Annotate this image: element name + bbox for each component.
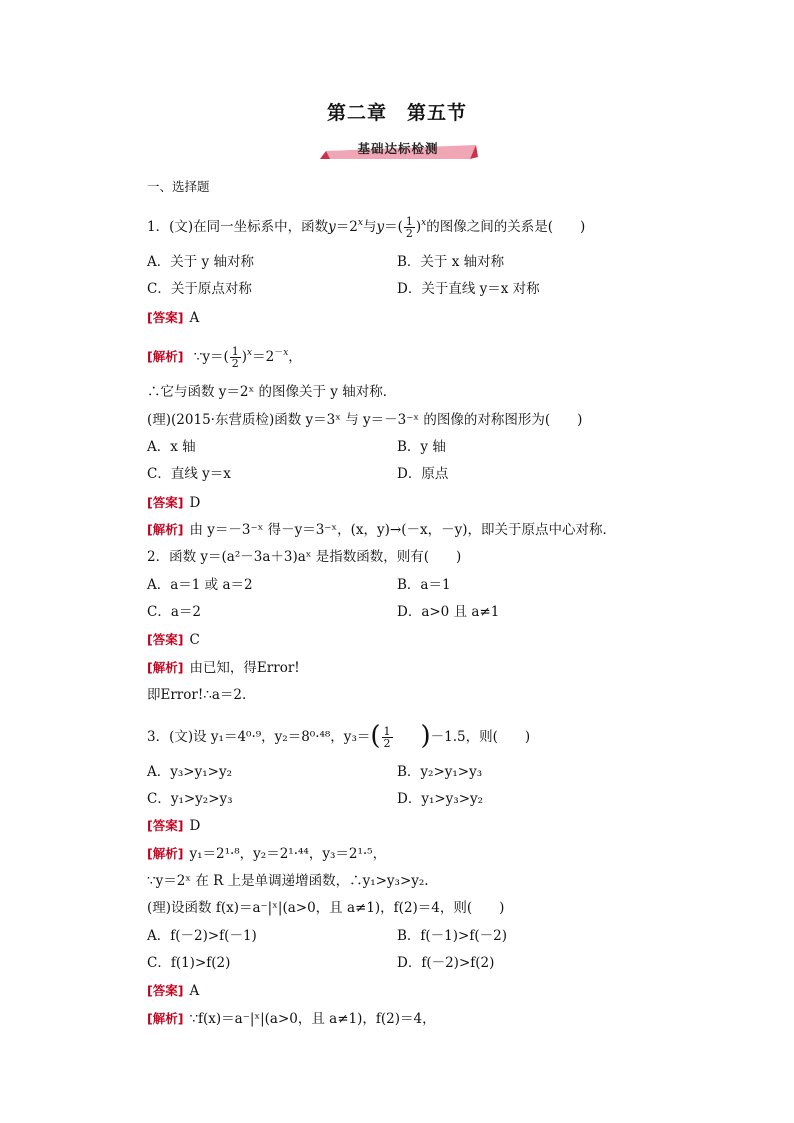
q2-option-c[interactable]: C．a＝2 <box>147 604 201 620</box>
analysis-label: [解析] <box>147 846 184 861</box>
q1-option-d[interactable]: D．关于直线 y＝x 对称 <box>397 281 540 297</box>
q2-analysis-line-2: 即Error!∴a＝2. <box>147 687 247 703</box>
q1b-option-a[interactable]: A．x 轴 <box>147 439 196 455</box>
q3-option-b[interactable]: B．y₂>y₁>y₃ <box>397 764 483 780</box>
answer-label: [答案] <box>147 632 184 647</box>
q1b-option-d[interactable]: D．原点 <box>397 466 449 482</box>
analysis-label: [解析] <box>147 349 184 364</box>
q3b-option-b[interactable]: B．f(－1)>f(－2) <box>397 928 507 944</box>
fraction-half: $\frac{1}{2}$ <box>383 725 391 750</box>
question-1b-stem: (理)(2015·东营质检)函数 y＝3ˣ 与 y＝－3⁻ˣ 的图像的对称图形为( ) <box>147 412 583 428</box>
q1-option-a[interactable]: A．关于 y 轴对称 <box>147 254 254 270</box>
analysis-label: [解析] <box>147 660 184 675</box>
q2-analysis-line-1: [解析] 由已知，得Error! <box>147 660 300 676</box>
section-heading: 一、选择题 <box>147 179 210 194</box>
q1-stem-a: 1．(文)在同一坐标系中，函数 <box>147 219 329 235</box>
q2-answer-line <box>147 631 200 649</box>
answer-label: [答案] <box>147 983 184 998</box>
answer-label: [答案] <box>147 818 184 833</box>
q3-option-d[interactable]: D．y₁>y₃>y₂ <box>397 791 484 807</box>
q1b-option-c[interactable]: C．直线 y＝x <box>147 466 231 482</box>
q3-analysis-line-2: ∵y＝2ˣ 在 R 上是单调递增函数，∴y₁>y₃>y₂. <box>147 873 429 889</box>
question-1-stem: 1．(文)在同一坐标系中，函数$y=2^x$与y＝( $\frac{1}{2}$ )$^x$的图像之间的关系是( ) <box>147 215 586 240</box>
q3-answer-line <box>147 817 200 835</box>
analysis-label: [解析] <box>147 1011 184 1026</box>
q2-option-d[interactable]: D．a>0 且 a≠1 <box>397 604 500 620</box>
q2-answer: C <box>189 632 200 648</box>
question-3-stem: 3．(文)设 y₁＝4⁰·⁹，y₂＝8⁰·⁴⁸，y₃＝( $\frac{1}{2}$ )－1.5，则( ) <box>147 720 531 751</box>
analysis-label: [解析] <box>147 522 184 537</box>
q3b-option-a[interactable]: A．f(－2)>f(－1) <box>147 928 257 944</box>
q3b-analysis-line: [解析] ∵f(x)＝a⁻|ˣ|(a>0，且 a≠1)，f(2)＝4， <box>147 1011 436 1027</box>
q1b-answer: D <box>189 495 201 511</box>
question-3b-stem: (理)设函数 f(x)＝a⁻|ˣ|(a>0，且 a≠1)，f(2)＝4，则( ) <box>147 900 505 916</box>
q1-answer-line <box>147 309 199 327</box>
q1-analysis-line-2: ∴它与函数 y＝2ˣ 的图像关于 y 轴对称． <box>147 384 397 400</box>
banner-text: 基础达标检测 <box>357 141 439 156</box>
q1b-answer-line <box>147 494 200 512</box>
q1-answer: A <box>189 310 200 326</box>
q1-option-c[interactable]: C．关于原点对称 <box>147 281 252 297</box>
q1-stem-b: 的图像之间的关系是( ) <box>426 219 586 235</box>
page-title: 第二章 第五节 <box>326 102 467 124</box>
answer-label: [答案] <box>147 495 184 510</box>
q3-option-c[interactable]: C．y₁>y₂>y₃ <box>147 791 233 807</box>
q1-option-b[interactable]: B．关于 x 轴对称 <box>397 254 505 270</box>
q1b-option-b[interactable]: B．y 轴 <box>397 439 446 455</box>
q1-analysis-line-1: [解析] ∵y＝( $\frac{1}{2}$ )$^x=2^{-x}$， <box>147 345 302 370</box>
q3b-option-c[interactable]: C．f(1)>f(2) <box>147 955 231 971</box>
q3b-option-d[interactable]: D．f(－2)>f(2) <box>397 955 495 971</box>
fraction-half: $\frac{1}{2}$ <box>405 215 413 240</box>
q3-option-a[interactable]: A．y₃>y₁>y₂ <box>147 764 232 780</box>
q2-option-b[interactable]: B．a＝1 <box>397 577 451 593</box>
answer-label: [答案] <box>147 310 184 325</box>
fraction-half: $\frac{1}{2}$ <box>231 345 239 370</box>
q2-option-a[interactable]: A．a＝1 或 a＝2 <box>147 577 253 593</box>
q1b-analysis-line: [解析] 由 y＝－3⁻ˣ 得－y＝3⁻ˣ，(x，y)→(－x，－y)，即关于原点中心对称． <box>147 522 617 538</box>
section-banner <box>318 137 478 161</box>
q3-analysis-line-1: [解析] y₁＝2¹·⁸，y₂＝2¹·⁴⁴，y₃＝2¹·⁵， <box>147 846 387 862</box>
q3-answer: D <box>189 818 201 834</box>
question-2-stem: 2．函数 y＝(a²－3a＋3)aˣ 是指数函数，则有( ) <box>147 549 462 565</box>
q3b-answer: A <box>189 983 200 999</box>
q3b-answer-line <box>147 982 199 1000</box>
